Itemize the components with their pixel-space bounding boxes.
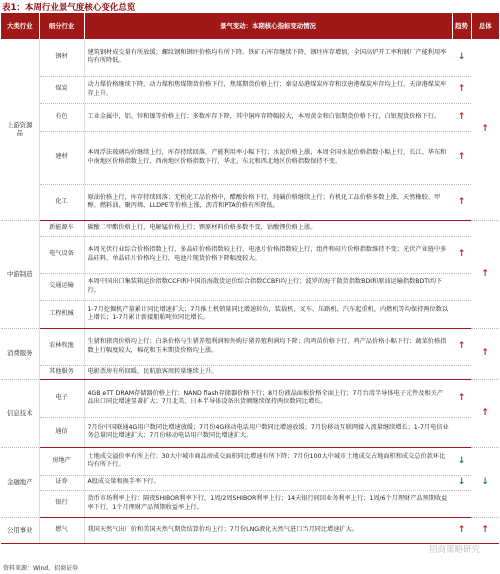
trend-up-arrow-icon: ↑ <box>452 517 471 543</box>
overall-up-arrow-icon: ↑ <box>471 328 499 379</box>
trend-up-arrow-icon: ↑ <box>452 103 471 131</box>
overall-up-arrow-icon: ↑ <box>471 517 499 543</box>
table-row <box>1 379 499 417</box>
trend-up-arrow-icon: ↑ <box>452 379 471 417</box>
sector-cell: 金融地产 <box>1 447 39 517</box>
table-row <box>1 220 499 236</box>
sub-industry-cell: 煤炭 <box>39 76 84 103</box>
sub-industry-cell: 银行 <box>39 490 84 517</box>
table-row <box>1 76 499 103</box>
header-overall: 总体 <box>471 13 499 39</box>
description-cell: A股成交量和换手率下行。 <box>84 475 452 490</box>
table-row <box>1 184 499 220</box>
trend-up-arrow-icon: ↑ <box>452 328 471 365</box>
table-row <box>1 365 499 379</box>
sector-cell: 消费服务 <box>1 328 39 379</box>
trend-down-arrow-icon: ↓ <box>452 447 471 475</box>
description-cell: 本周中国出口集装箱运价指数CCFI和中国沿海散货运价综合指数CCBFI均上行；波罗的海干散货指数BDI和原油运输指数BDTI均下行。 <box>84 273 452 300</box>
description-cell: 生猪和猪肉价格均上行；白条价格与生猪养殖利润和外购仔猪养殖利润均下降；肉鸡苗价格下行，鸡产品价格小幅下行；蔬菜价格指数上行幅度较大，棉花和玉米期货价格均上涨。 <box>84 328 452 365</box>
header-sector: 大类行业 <box>1 13 39 39</box>
description-cell: 本周浮法玻璃均价继续上行，库存持续回落，产能利用率小幅下行；水泥价格上涨，本周全国水泥价格指数小幅上行，长江、华东和中南地区价格指数上行，西南地区价格指数下行，华北、东北和西北地区价格指数保持不变。 <box>84 131 452 184</box>
trend-down-arrow-icon: ↓ <box>452 39 471 76</box>
table-row <box>1 328 499 365</box>
description-cell: 本周光伏行业综合价格指数上行，多晶硅价格指数较上行，电池片价格指数较上行，组件和硅片价格指数维持不变；光伏产业链中多晶硅料、单晶硅片价格均上行，电池片现货价格下降幅度较大。 <box>84 236 452 273</box>
trend-up-arrow-icon: ↑ <box>452 184 471 220</box>
header-description: 景气变动：本期核心指标变动情况 <box>84 13 452 39</box>
description-cell: 建筑钢材成交量有所放缓；螺纹钢和钢坯价格均有所下降。铁矿石库存继续下降，钢坯库存增加，全国高炉开工率和钢厂产能利用率均有所降低。 <box>84 39 452 76</box>
description-cell: 原油价格上行，库存持续回落；无机化工品价格中，醋酸价格下行，纯碱价格继续上行；有机化工品价格多数上涨，天然橡胶、甲醇、燃料油、聚丙烯、LLDPE等价格上涨，沥青和PTA价格有所降低。 <box>84 184 452 220</box>
sub-industry-cell: 房地产 <box>39 447 84 475</box>
trend-cell <box>452 300 471 328</box>
description-cell: 土地成交溢价率有所上行；30大中城市商品房成交面积同比增速有所下降；7月份100大中城市土地成交占地面积和成交总价款环比均有所下行。 <box>84 447 452 475</box>
trend-up-arrow-icon: ↑ <box>452 236 471 273</box>
sub-industry-cell: 通信 <box>39 417 84 447</box>
sub-industry-cell: 交通运输 <box>39 273 84 300</box>
sub-industry-cell: 农林牧渔 <box>39 328 84 365</box>
table-row <box>1 39 499 76</box>
sub-industry-cell: 建材 <box>39 131 84 184</box>
trend-up-arrow-icon: ↑ <box>452 76 471 103</box>
trend-down-arrow-icon: ↓ <box>452 475 471 490</box>
table-row <box>1 517 499 543</box>
table-row <box>1 131 499 184</box>
description-cell: 4GB eTT DRAM存储器价格上行；NAND flash存储器价格下行；8月份液晶面板价格全面上行；7月台湾半导体电子元件及相关产品出口同比增速显著扩大；7月北美、日本半导体设备出货额继续保持两位数同比增长。 <box>84 379 452 417</box>
trend-cell <box>452 273 471 300</box>
description-cell: 1-7月挖掘机产量累计同比增速扩大；7月推土机销量同比增速转负，装载机、叉车、压路机、汽车起重机、内燃机等均保持两位数以上增长；1-7月累计新接船舶吨位同比增长。 <box>84 300 452 328</box>
description-cell: 我国天然气出厂价和美国天然气期货结算价均上行；7月份LNG液化天然气进口当月同比增速扩大。 <box>84 517 452 543</box>
header-trend: 趋势 <box>452 13 471 39</box>
sub-industry-cell: 钢材 <box>39 39 84 76</box>
sub-industry-cell: 电气设备 <box>39 236 84 273</box>
table-row <box>1 273 499 300</box>
source-note: 资料来源：Wind，招商证券 <box>3 565 79 572</box>
sector-cell: 信息技术 <box>1 379 39 447</box>
table-row <box>1 417 499 447</box>
trend-cell <box>452 417 471 447</box>
table-row <box>1 103 499 131</box>
table-title: 表1：本周行业景气度核心变化总览 <box>2 3 136 13</box>
trend-cell <box>452 490 471 517</box>
description-cell: 碳酸二甲酯价格上行，电解锰价格上行；锂原材料价格多数不变，钴酸锂价格上涨。 <box>84 220 452 236</box>
table-row <box>1 475 499 490</box>
table-row <box>1 447 499 475</box>
description-cell: 7月份中国联通4G用户数同比增速放缓；7月份4G移动电话用户数同比增速放缓；7月份移动互联网接入流量继续增长；1-7月电信业务总量同比增速扩大；7月份移动电话用户数同比增速扩大。 <box>84 417 452 447</box>
description-cell: 货币市场利率上行：隔夜SHIBOR利率下行，1周/2周SHIBOR利率上行；14天银行间回业务利率上行；1周/6个月理财产品预期收益率下行，1个月理财产品预期收益率上行。 <box>84 490 452 517</box>
table-header-row <box>1 13 499 39</box>
sub-industry-cell: 工程机械 <box>39 300 84 328</box>
description-cell: 工业金属中，铝、锌和镍等价格上行；多数库存下降，其中铜库存降幅较大，本周黄金和白银期货价格下行，白银现货价格下行。 <box>84 103 452 131</box>
sub-industry-cell: 化工 <box>39 184 84 220</box>
description-cell: 动力煤价格继续下降，动力煤和焦煤期货价格下行，焦煤期货价格上行；秦皇岛港煤炭库存和京唐港煤炭库存均上行，天津港煤炭库存上升。 <box>84 76 452 103</box>
sector-cell: 中游制造 <box>1 220 39 328</box>
overall-down-arrow-icon: ↓ <box>471 447 499 517</box>
sub-industry-cell: 电子 <box>39 379 84 417</box>
sector-cell: 上游资源品 <box>1 39 39 220</box>
trend-cell <box>452 220 471 236</box>
overall-up-arrow-icon: ↑ <box>471 220 499 328</box>
header-sub-industry: 细分行业 <box>39 13 84 39</box>
sub-industry-cell: 新能源车 <box>39 220 84 236</box>
sub-industry-cell: 燃气 <box>39 517 84 543</box>
table-row <box>1 236 499 273</box>
industry-overview-table <box>1 13 499 544</box>
sector-cell: 公用事业 <box>1 517 39 543</box>
sub-industry-cell: 其他服务 <box>39 365 84 379</box>
overall-up-arrow-icon: ↑ <box>471 39 499 220</box>
table-row <box>1 300 499 328</box>
description-cell: 电影票房有所回暖，民航旅客周转量继续上升。 <box>84 365 452 379</box>
sub-industry-cell: 有色 <box>39 103 84 131</box>
trend-up-arrow-icon: ↑ <box>452 131 471 184</box>
table-row <box>1 490 499 517</box>
trend-cell <box>452 365 471 379</box>
sub-industry-cell: 证券 <box>39 475 84 490</box>
overall-up-arrow-icon: ↑ <box>471 379 499 447</box>
watermark-text: 招商策略研究 <box>428 545 480 555</box>
